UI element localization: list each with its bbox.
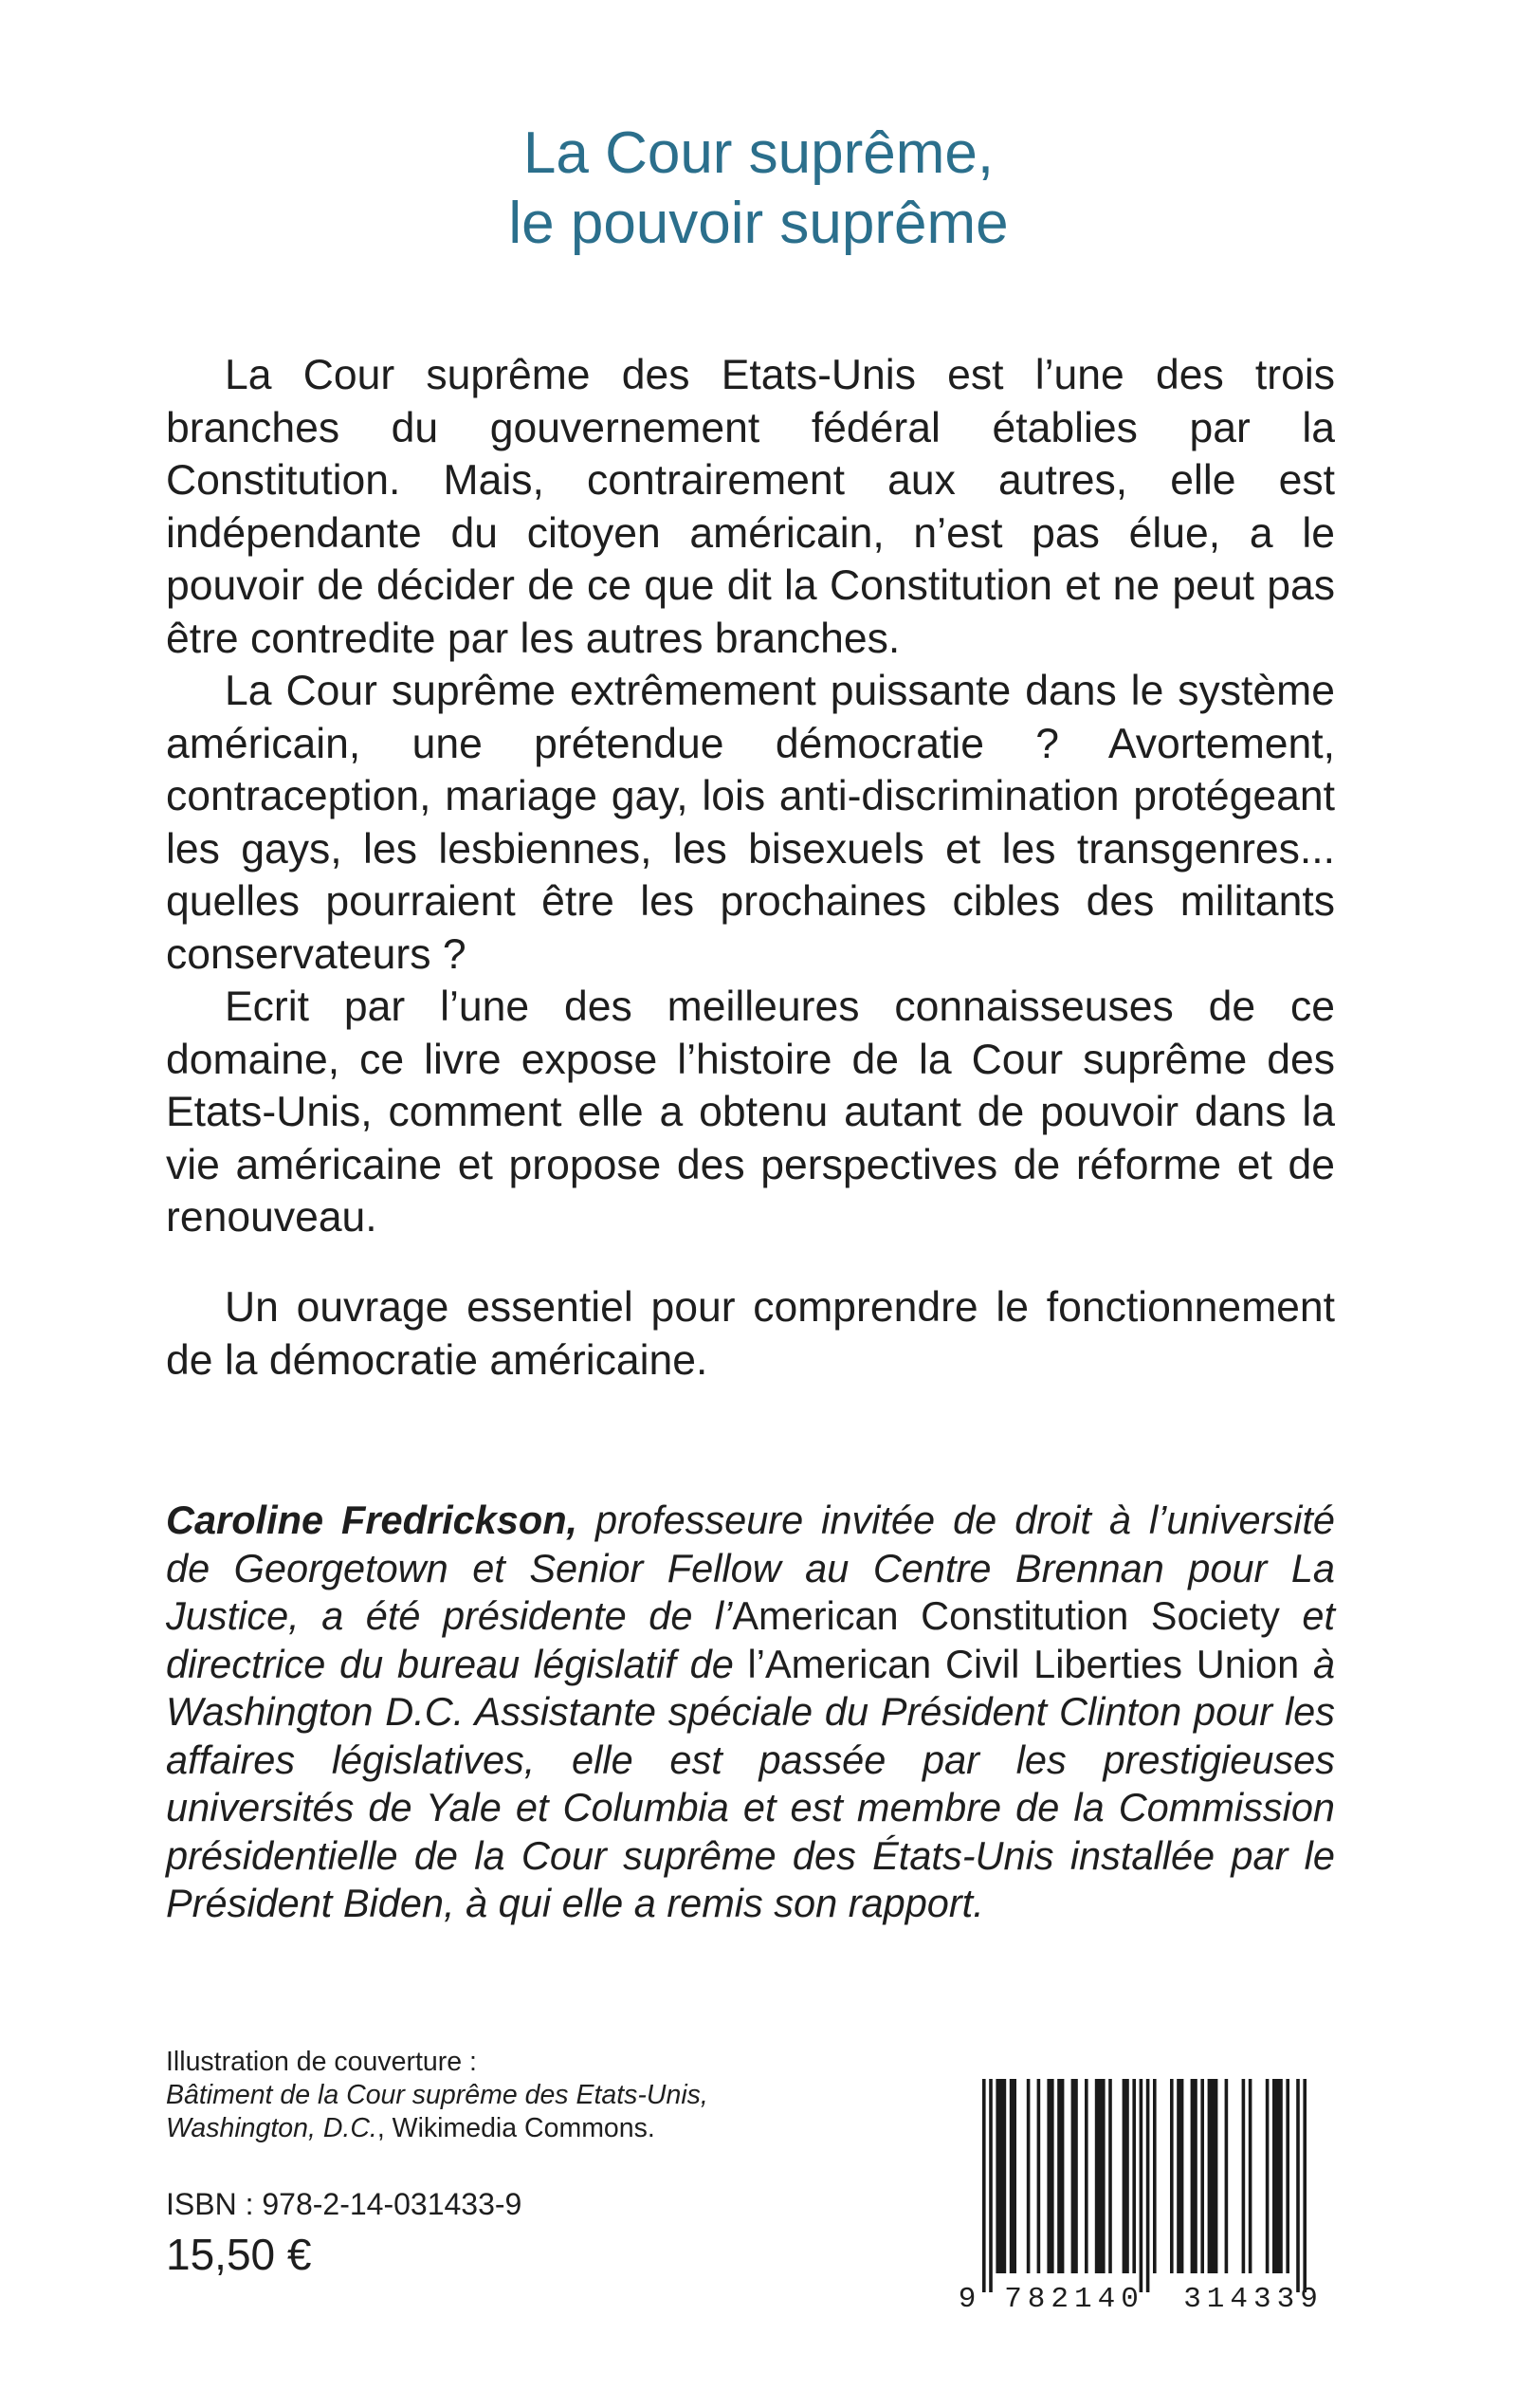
barcode-bar [1047, 2079, 1053, 2273]
credits-place: Washington, D.C. [166, 2113, 377, 2143]
summary [166, 349, 1335, 1244]
barcode-bar [1225, 2079, 1229, 2273]
title-line-1: La Cour suprême, [522, 120, 995, 186]
barcode-guard-bar [982, 2079, 986, 2292]
summary-paragraph-2: La Cour suprême extrêmement puissante dans le système américain, une prétendue démocratie ? Avortement, contraception, mariage gay, lois anti-discrimination protégeant les gays, les lesbiennes, les bisexuels et les transgenres... quelles pourraient être les prochaines cibles des militants conservateurs ? [166, 668, 1335, 978]
bio-org-2: l’American Civil Liberties Union [747, 1641, 1300, 1686]
barcode-bar [1242, 2079, 1246, 2273]
credits-source: , Wikimedia Commons. [376, 2113, 655, 2143]
conclusion [166, 1281, 1335, 1387]
summary-paragraph-1: La Cour suprême des Etats-Unis est l’une des trois branches du gouvernement fédéral établies par la Constitution. Mais, contrairement aux autres, elle est indépendante du citoyen américain, n’est pas élue, a le pouvoir de décider de ce que dit la Constitution et ne peut pas être contredite par les autres branches. [166, 352, 1335, 662]
barcode-bar [1286, 2079, 1289, 2273]
barcode-bar [1027, 2079, 1031, 2273]
barcode [954, 2071, 1344, 2314]
price: 15,50 € [166, 2230, 312, 2279]
barcode-bars [982, 2079, 1307, 2292]
summary-paragraph-3: Ecrit par l’une des meilleures connaisseuses de ce domaine, ce livre expose l’histoire de la Cour suprême des Etats-Unis, comment elle a obtenu autant de pouvoir dans la vie américaine et propose des perspectives de réforme et de renouveau. [166, 983, 1335, 1241]
barcode-bar [1208, 2079, 1218, 2273]
barcode-bar [1249, 2079, 1252, 2273]
barcode-guard-bar [1140, 2079, 1143, 2292]
isbn: ISBN : 978-2-14-031433-9 [166, 2187, 522, 2221]
barcode-bar [1095, 2079, 1106, 2273]
author-bio-paragraph [166, 1497, 1335, 1928]
barcode-first-digit: 9 [958, 2283, 977, 2314]
author-name: Caroline Fredrickson, [166, 1498, 578, 1542]
credits-line-3 [166, 2112, 708, 2145]
barcode-right-digits: 314339 [1183, 2283, 1324, 2314]
bio-text-3: à Washington D.C. Assistante spéciale du Président Clinton pour les affaires législatives, elle est passée par les prestigieuses universités de Yale et Columbia et est membre de la Commission présidentielle de la Cour suprême des États-Unis installée par le Président Biden, à qui elle a remis son rapport. [166, 1641, 1335, 1925]
barcode-guard-bar [1296, 2079, 1300, 2292]
barcode-bar [1153, 2079, 1157, 2273]
author-bio [166, 1497, 1335, 1928]
barcode-bar [1177, 2079, 1183, 2273]
barcode-guard-bar [1303, 2079, 1307, 2292]
bio-text-2: et directrice du bureau législatif de [166, 1593, 1335, 1686]
credits-heading: Illustration de couverture : [166, 2047, 477, 2077]
barcode-left-digits: 782140 [1004, 2283, 1144, 2314]
book-title [0, 119, 1517, 259]
barcode-bar [1010, 2079, 1016, 2273]
barcode-bar [1071, 2079, 1078, 2273]
barcode-bar [1272, 2079, 1283, 2273]
barcode-bar [1191, 2079, 1197, 2273]
title-line-2: le pouvoir suprême [508, 191, 1009, 256]
bio-org-1: American Constitution Society [732, 1593, 1280, 1638]
barcode-bar [996, 2079, 1006, 2273]
barcode-bar [1037, 2079, 1041, 2273]
cover-credits [166, 2046, 708, 2145]
barcode-bar [1085, 2079, 1088, 2273]
barcode-graphic [954, 2071, 1344, 2314]
barcode-bar [1132, 2079, 1136, 2273]
barcode-guard-bar [1146, 2079, 1150, 2292]
barcode-bar [1170, 2079, 1174, 2273]
barcode-bar [1057, 2079, 1064, 2273]
conclusion-paragraph: Un ouvrage essentiel pour comprendre le fonctionnement de la démocratie américaine. [166, 1284, 1335, 1384]
barcode-bar [1200, 2079, 1204, 2273]
credits-line-2: Bâtiment de la Cour suprême des Etats-Unis, [166, 2080, 708, 2110]
barcode-guard-bar [989, 2079, 993, 2292]
bio-text-1: professeure invitée de droit à l’université de Georgetown et Senior Fellow au Centre Brennan pour La Justice, a été présidente de l’ [166, 1498, 1335, 1638]
barcode-bar [1108, 2079, 1112, 2273]
barcode-bar [1266, 2079, 1270, 2273]
barcode-bar [1123, 2079, 1129, 2273]
